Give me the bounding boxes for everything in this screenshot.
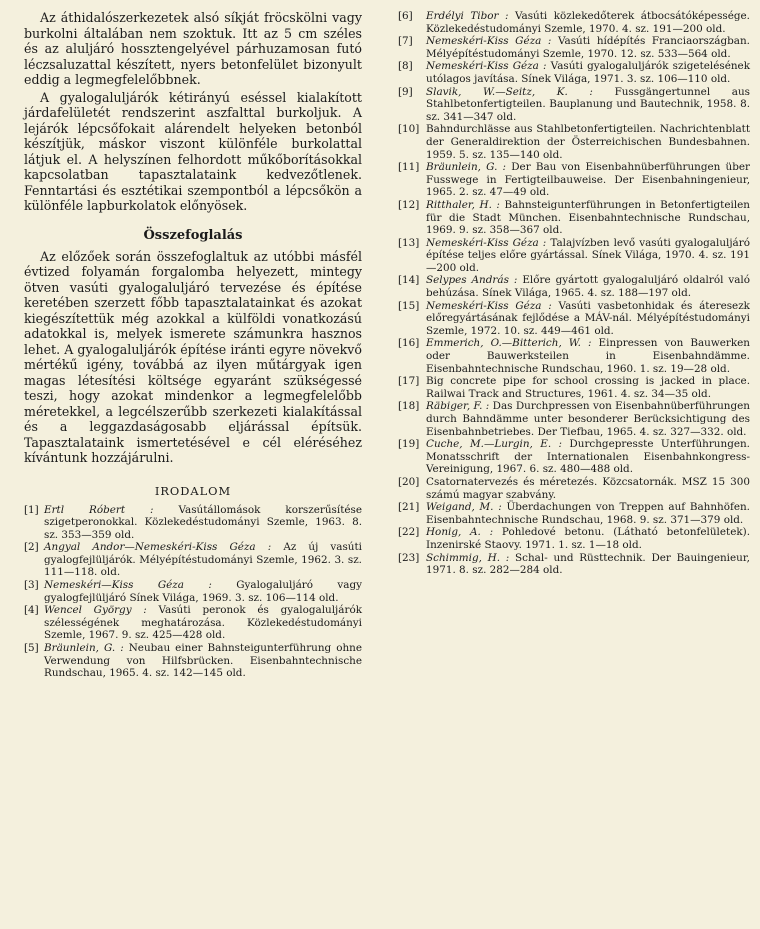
reference-text: Vasúti vasbetonhidak és áteresezk előregyártásának fejlődése a MÁV-nál. Mélyépítéstudományi Szemle, 1972. 10. sz. 449—461 old.: [426, 299, 750, 337]
reference-item: [398, 438, 750, 476]
reference-item: [398, 501, 750, 526]
reference-item: [24, 579, 362, 604]
reference-item: [398, 274, 750, 299]
reference-number: [3]: [24, 579, 39, 592]
reference-author: Nemeskéri-Kiss Géza :: [426, 236, 547, 249]
reference-text: Előre gyártott gyalogaluljáró oldalról való behúzása. Sínek Világa, 1965. 4. sz. 188—197 old.: [426, 274, 751, 300]
reference-item: [24, 541, 362, 579]
reference-item: [398, 199, 750, 237]
summary-paragraph: Az előzőek során összefoglaltuk az utóbbi másfél évtized folyamán forgalomba helyezett, mintegy ötven vasúti gyalogaluljáró tervezése és építése keretében szerzett főbb tapasztalatainkat és azokat kiegészítettük még azokkal a külföldi vonatkozású adatokkal is, melyek ismerete számunkra hasznos lehet. A gyalogaluljárók építése iránti egyre növekvő mértékű igény, továbbá az ilyen műtárgyak igen magas létesítési költsége egyaránt szükségessé teszi, hogy azokat mindenkor a legmegfelelőbb méretekkel, a legcélszerűbb szerkezeti kialakítással és a leggazdaságosabb eljárással építsük. Tapasztalataink ismertetésével e cél eléréséhez kívántunk hozzájárulni.: [24, 248, 362, 465]
reference-item: [398, 476, 750, 501]
reference-text: Bahndurchlässe aus Stahlbetonfertigteilen. Nachrichtenblatt der Generaldirektion der Österreichischen Bundesbahnen. 1959. 5. sz. 135—140 old.: [426, 123, 750, 161]
reference-item: [398, 526, 750, 551]
reference-number: [10]: [398, 123, 420, 136]
reference-author: Emmerich, O.—Bitterich, W. :: [426, 337, 592, 350]
reference-text: Vasúti gyalogaluljárók szigetelésének utólagos javítása. Sínek Világa, 1971. 3. sz. 106—110 old.: [426, 60, 750, 85]
reference-author: Slavik, W.—Seitz, K. :: [426, 85, 593, 98]
reference-author: Selypes András :: [426, 274, 518, 287]
reference-item: [398, 123, 750, 161]
reference-number: [8]: [398, 60, 413, 73]
reference-text: Talajvízben levő vasúti gyalogaluljáró építése teljes előre gyártással. Sínek Világa, 1970. 4. sz. 191—200 old.: [426, 236, 750, 274]
references-heading: IRODALOM: [154, 483, 232, 498]
reference-text: Bahnsteigunterführungen in Betonfertigteilen für die Stadt München. Eisenbahntechnische Rundschau, 1969. 9. sz. 358—367 old.: [426, 198, 750, 237]
reference-item: [24, 504, 362, 542]
reference-item: [398, 237, 750, 275]
reference-text: Vasúti közlekedőterek átbocsátóképessége. Közlekedéstudományi Szemle, 1970. 4. sz. 191—200 old.: [426, 10, 750, 35]
body-paragraph: Az áthidalószerkezetek alsó síkját fröcskölni vagy burkolni általában nem szoktuk. Itt az 5 cm széles és az aluljáró hossztengelyével párhuzamosan futó léczsaluzattal készített, nyers betonfelület bizonyult eddig a legmegfelelőbbnek.: [24, 10, 362, 87]
reference-number: [12]: [398, 198, 420, 211]
reference-author: Cuche, M.—Lurgin, E. :: [426, 438, 563, 451]
reference-text: Fussgängertunnel aus Stahlbetonfertigteilen. Bauplanung und Bautechnik, 1958. 8. sz. 341—347 old.: [426, 85, 750, 123]
reference-text: Vasúti peronok és gyalogaluljárók szélességének meghatározása. Közlekedéstudományi Szemle, 1967. 9. sz. 425—428 old.: [44, 604, 362, 642]
reference-text: Durchgepresste Unterführungen. Monatsschrift der Internationalen Eisenbahnkongress-Vereinigung, 1967. 6. sz. 480—488 old.: [426, 438, 750, 476]
reference-item: [398, 10, 750, 35]
right-column: [398, 10, 750, 577]
reference-item: [398, 337, 750, 375]
reference-list: [24, 504, 362, 680]
left-column: [24, 10, 362, 680]
reference-number: [15]: [398, 299, 420, 312]
reference-author: Räbiger, F. :: [426, 400, 490, 413]
reference-list: [398, 10, 750, 577]
reference-number: [17]: [398, 375, 420, 388]
reference-item: [398, 60, 750, 85]
reference-item: [398, 300, 750, 338]
reference-author: Nemeskéri-Kiss Géza :: [426, 299, 552, 312]
reference-text: Gyalogaluljáró vagy gyalogfejlüljáró Sínek Világa, 1969. 3. sz. 106—114 old.: [44, 579, 362, 604]
body-paragraph: A gyalogaluljárók kétirányú eséssel kialakított járdafelületét rendszerint aszfalttal burkoljuk. A lejárók lépcsőfokait alárendelt helyeken betonból készítjük, máskor viszont különféle burkolattal látjuk el. A helyszínen felhordott műkőborításokkal kapcsolatban tapasztalataink kedvezőtlenek. Fenntartási és esztétikai szempontból a lépcsőkön a különféle lapburkolatok előnyösek.: [24, 89, 362, 213]
reference-author: Angyal Andor—Nemeskéri-Kiss Géza :: [44, 541, 272, 554]
reference-author: Wencel György :: [44, 604, 147, 617]
reference-author: Honig, A. :: [426, 526, 494, 539]
reference-text: Vasútállomások korszerűsítése szigetperonokkal. Közlekedéstudományi Szemle, 1963. 8. sz. 353—359 old.: [44, 503, 362, 541]
reference-text: Neubau einer Bahnsteigunterführung ohne Verwendung von Hilfsbrücken. Eisenbahntechnische Rundschau, 1965. 4. sz. 142—145 old.: [44, 642, 362, 680]
reference-text: Csatornatervezés és méretezés. Közcsatornák. MSZ 15 300 számú magyar szabvány.: [426, 475, 750, 501]
reference-number: [21]: [398, 501, 420, 514]
reference-author: Schimmig, H. :: [426, 551, 510, 564]
reference-number: [19]: [398, 438, 420, 451]
reference-text: Einpressen von Bauwerken oder Bauwerksteilen in Eisenbahndämme. Eisenbahntechnische Rundschau, 1960. 1. sz. 19—28 old.: [426, 337, 750, 375]
reference-number: [1]: [24, 503, 39, 516]
reference-item: [398, 35, 750, 60]
reference-item: [24, 604, 362, 642]
reference-item: [24, 642, 362, 680]
reference-number: [5]: [24, 642, 39, 655]
reference-number: [11]: [398, 161, 420, 174]
reference-number: [2]: [24, 541, 39, 554]
reference-author: Nemeskéri-Kiss Géza :: [426, 35, 552, 48]
reference-author: Erdélyi Tibor :: [426, 10, 509, 22]
reference-number: [4]: [24, 604, 39, 617]
reference-number: [22]: [398, 526, 420, 539]
summary-heading: Összefoglalás: [143, 227, 243, 243]
reference-author: Nemeskéri-Kiss Géza :: [426, 60, 547, 73]
reference-author: Bräunlein, G. :: [426, 161, 507, 174]
reference-item: [398, 161, 750, 199]
reference-number: [16]: [398, 337, 420, 350]
reference-number: [18]: [398, 400, 420, 413]
reference-author: Ritthaler, H. :: [426, 198, 500, 211]
reference-text: Der Bau von Eisenbahnüberführungen über Fusswege in Fertigteilbauweise. Der Eisenbahningenieur, 1965. 2. sz. 47—49 old.: [426, 161, 750, 199]
reference-author: Nemeskéri—Kiss Géza :: [44, 579, 212, 592]
reference-author: Bräunlein, G. :: [44, 642, 124, 655]
reference-text: Az új vasúti gyalogfejlüljárók. Mélyépítéstudományi Szemle, 1962. 3. sz. 111—118. old.: [44, 541, 362, 579]
reference-item: [398, 552, 750, 577]
reference-text: Pohledové betonu. (Látható betonfelületek). Inzenirské Staovy. 1971. 1. sz. 1—18 old.: [426, 526, 750, 551]
reference-author: Ertl Róbert :: [44, 503, 154, 516]
reference-text: Das Durchpressen von Eisenbahnüberführungen durch Bahndämme unter besonderer Berücksichtigung des Eisenbahnbetriebes. Der Tiefbau, 1965. 4. sz. 327—332. old.: [426, 400, 750, 438]
reference-number: [7]: [398, 35, 413, 48]
reference-text: Schal- und Rüsttechnik. Der Bauingenieur, 1971. 8. sz. 282—284 old.: [426, 551, 750, 577]
reference-item: [398, 86, 750, 124]
reference-number: [13]: [398, 236, 420, 249]
reference-text: Überdachungen von Treppen auf Bahnhöfen. Eisenbahntechnische Rundschau, 1968. 9. sz. 371—379 old.: [426, 501, 750, 526]
reference-item: [398, 375, 750, 400]
reference-author: Weigand, M. :: [426, 501, 502, 514]
reference-number: [14]: [398, 274, 420, 287]
reference-number: [9]: [398, 85, 413, 98]
reference-text: Vasúti hídépítés Franciaországban. Mélyépítéstudományi Szemle, 1970. 12. sz. 533—564 old.: [426, 35, 750, 60]
reference-item: [398, 400, 750, 438]
reference-text: Big concrete pipe for school crossing is jacked in place. Railwai Track and Structures, 1961. 4. sz. 34—35 old.: [426, 375, 750, 400]
reference-number: [6]: [398, 10, 413, 22]
reference-number: [20]: [398, 475, 420, 488]
reference-number: [23]: [398, 551, 420, 564]
